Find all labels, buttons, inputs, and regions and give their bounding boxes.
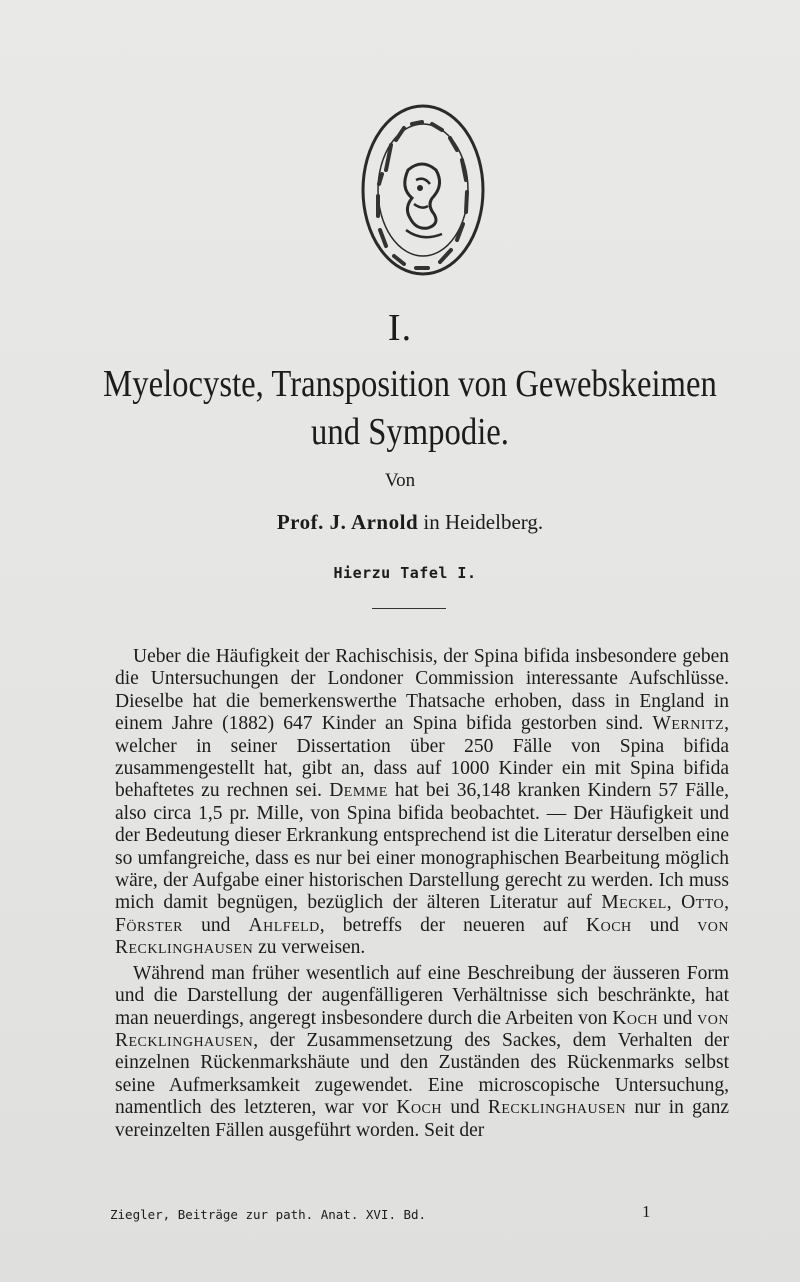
author-citation: Ahlfeld bbox=[248, 914, 320, 936]
author-location: in Heidelberg. bbox=[423, 510, 544, 534]
author-citation: von Recklinghausen bbox=[115, 914, 730, 959]
text-run: , welcher in seiner Dissertation über 250 Fälle von Spina bifida zusammengestellt hat, gibt an, dass auf 1000 Kinder ein mit Spina bifida behaftetes zu rechnen sei. bbox=[115, 713, 729, 802]
author-citation: Wernitz bbox=[652, 713, 725, 735]
text-run: und bbox=[657, 1007, 698, 1029]
text-run: hat bei 36,148 kranken Kindern 57 Fälle, also circa 1,5 pr. Mille, von Spina bifida beobachtet. — Der Häufigkeit und der Bedeutung dieser Erkrankung entsprechend ist die Literatur derselben eine so umfangreiche, dass es nur bei einer monographischen Bearbeitung möglich wäre, der Aufgabe einer historischen Darstellung gerecht zu werden. Ich muss mich damit begnügen, bezüglich der älteren Literatur auf bbox=[115, 780, 729, 914]
text-run: zu verweisen. bbox=[253, 937, 366, 959]
text-run: und bbox=[442, 1097, 488, 1119]
text-run: Während man früher wesentlich auf eine Beschreibung der äusseren Form und die Darstellung der augenfälligeren Verhältnisse sich beschränkte, hat man neuerdings, angeregt insbesondere durch die Arbeiten von bbox=[115, 962, 729, 1029]
author-citation: von Recklinghausen bbox=[115, 1007, 729, 1051]
library-stamp bbox=[356, 100, 490, 280]
author-name: Prof. J. Arnold bbox=[276, 510, 419, 534]
author-line bbox=[0, 510, 800, 535]
author-citation: Recklinghausen bbox=[487, 1097, 627, 1119]
author-citation: Koch bbox=[612, 1007, 658, 1029]
page-footer bbox=[110, 1207, 670, 1222]
text-run: nur in ganz vereinzelten Fällen ausgeführt worden. Seit der bbox=[115, 1097, 729, 1141]
author-citation: Meckel bbox=[601, 892, 667, 914]
author-citation: Demme bbox=[329, 780, 388, 802]
title-line-1: Myelocyste, Transposition von Gewebskeimen bbox=[103, 363, 717, 405]
text-run: , bbox=[724, 892, 729, 914]
author-citation: Otto bbox=[681, 892, 725, 914]
author-citation: Koch bbox=[586, 914, 632, 936]
text-run: Ueber die Häufigkeit der Rachischisis, der Spina bifida insbesondere geben die Untersuchungen der Londoner Commission interessante Aufschlüsse. Dieselbe hat die bemerkenswerthe Thatsache erhoben, dass in England in einem Jahre (1882) 647 Kinder an Spina bifida gestorben sind. bbox=[115, 646, 729, 735]
body-paragraph bbox=[115, 963, 729, 1142]
text-run: , bbox=[666, 892, 682, 914]
page-number: 1 bbox=[642, 1202, 651, 1221]
article-title bbox=[92, 360, 728, 456]
text-run: und bbox=[183, 914, 249, 936]
body-paragraph bbox=[115, 646, 729, 960]
text-run: und bbox=[631, 914, 698, 936]
byline-von: Von bbox=[384, 470, 416, 491]
plate-note: Hierzu Tafel I. bbox=[333, 564, 477, 582]
author-citation: Koch bbox=[396, 1097, 443, 1119]
title-divider bbox=[372, 608, 446, 609]
title-line-2: und Sympodie. bbox=[311, 411, 509, 453]
chapter-numeral: I. bbox=[387, 307, 413, 349]
author-citation: Förster bbox=[115, 914, 184, 936]
article-body bbox=[115, 646, 729, 1142]
journal-reference: Ziegler, Beiträge zur path. Anat. XVI. Bd. bbox=[110, 1207, 427, 1222]
text-run: , der Zusammensetzung des Sackes, dem Verhalten der einzelnen Rückenmarkshäute und den Zuständen des Rückenmarks selbst seine Aufmerksamkeit zugewendet. Eine microscopische Untersuchung, namentlich des letzteren, war vor bbox=[115, 1029, 729, 1119]
text-run: , betreffs der neueren auf bbox=[319, 914, 587, 936]
